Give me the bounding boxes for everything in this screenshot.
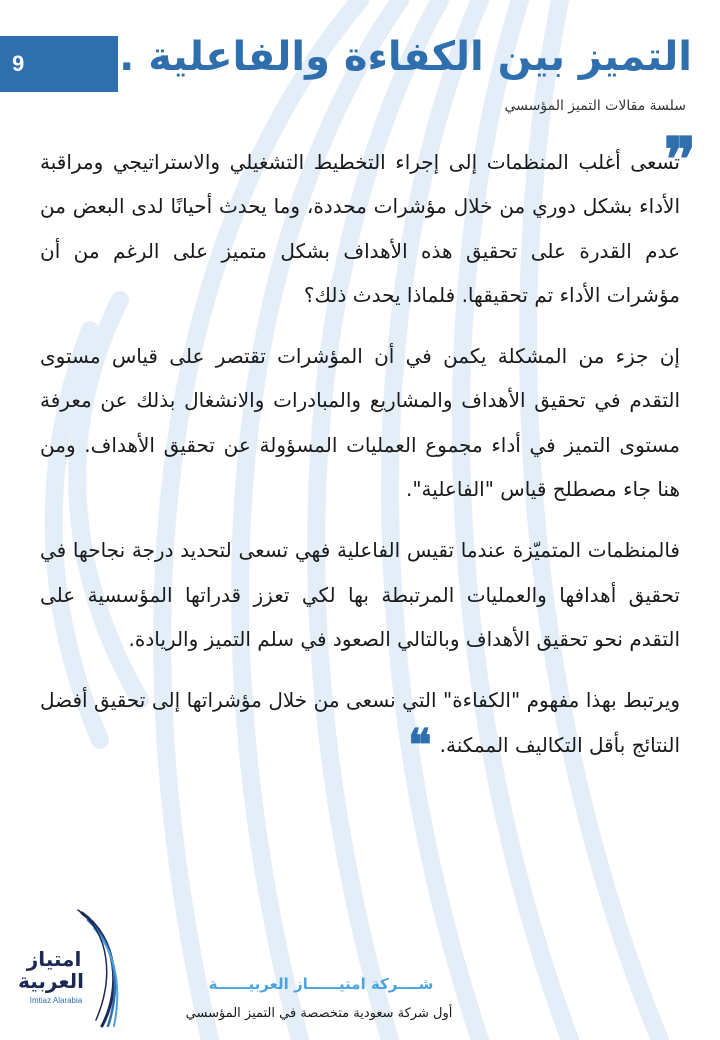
page-number: 9 [12,51,25,76]
logo-wordmark-line2: العربية [18,969,84,993]
paragraph-2: إن جزء من المشكلة يكمن في أن المؤشرات تقتصر على قياس مستوى التقدم في تحقيق الأهداف والمشاريع والمبادرات والانشغال بذلك عن معرفة مستوى التميز في أداء مجموع العمليات المسؤولة عن تحقيق الأهداف. ومن هنا جاء مصطلح قياس "الفاعلية". [40,344,680,502]
page-number-badge [0,36,118,92]
paragraph-4-text: ويرتبط بهذا مفهوم "الكفاءة" التي نسعى من خلال مؤشراتها إلى تحقيق أفضل النتائج بأقل التكاليف الممكنة. [40,688,680,757]
company-name: شــــركة امتيــــــاز العربيــــــة [208,975,434,993]
article-body [40,140,680,784]
closing-quote-icon: ❝ [407,719,432,771]
logo-english-name: Imtiaz Alarabia [29,996,83,1005]
paragraph-3: فالمنظمات المتميّزة عندما تقيس الفاعلية فهي تسعى لتحديد درجة نجاحها في تحقيق أهدافها والعمليات المرتبطة بها لكي تعزز قدراتها المؤسسية على التقدم نحو تحقيق الأهداف وبالتالي الصعود في سلم التميز والريادة. [40,538,680,651]
series-subtitle: سلسة مقالات التميز المؤسسي [504,98,686,114]
paragraph-1: تسعى أغلب المنظمات إلى إجراء التخطيط التشغيلي والاستراتيجي ومراقبة الأداء بشكل دوري من خلال مؤشرات محددة، وما يحدث أحيانًا لدى البعض من عدم القدرة على تحقيق هذه الأهداف بشكل متميز على الرغم من أن مؤشرات الأداء تم تحقيقها. فلماذا يحدث ذلك؟ [40,150,680,307]
company-tagline: أول شركة سعودية متخصصة في التميز المؤسسي [185,1006,453,1021]
opening-quote-icon: ❞ [663,125,696,195]
page-title: التميز بين الكفاءة والفاعلية .. [103,34,692,80]
paragraph-4 [40,678,680,771]
logo-wordmark-line1: امتياز [26,947,82,971]
